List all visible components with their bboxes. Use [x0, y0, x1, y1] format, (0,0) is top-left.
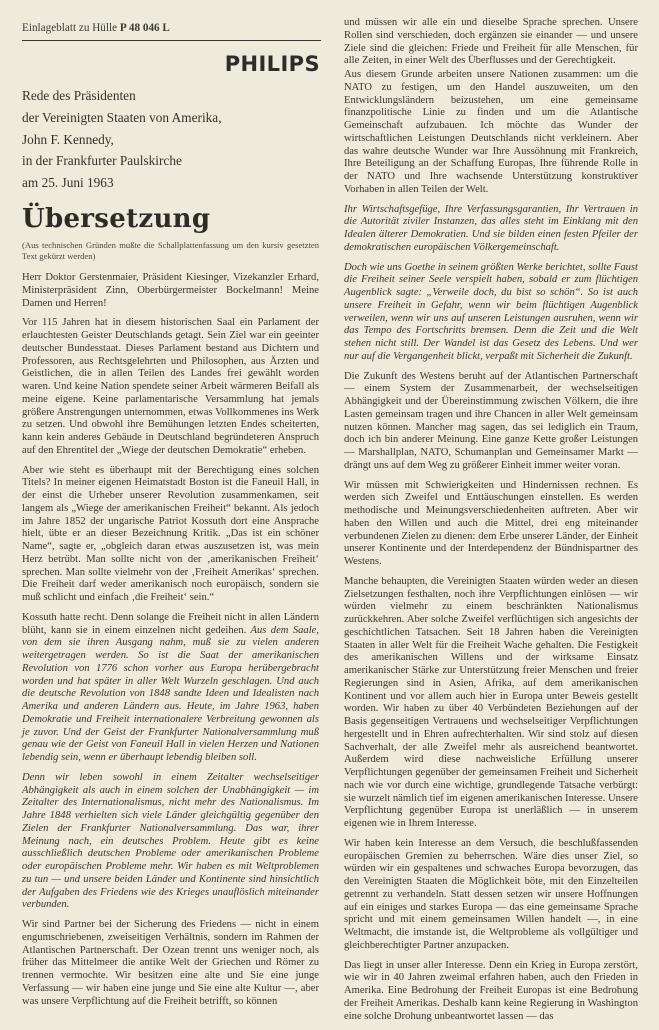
title-line: in der Frankfurter Paulskirche [22, 153, 182, 169]
italic-passage: Aus dem Saale, von dem sie ihren Ausgang nahm, muß sie zu vielen anderen weitergetragen werden. So ist die Saat der amerikanischen Revolution von 1776 schon vorher aus Europa herübergebracht worden und hat später in aller Welt Wurzeln geschlagen. Und auch die deutsche Revolution von 1848 sandte Ideen und Idealisten nach Amerika und anderen Ländern aus. Heute, im Jahre 1963, haben Demokratie und Freiheit internationalere Verbreitung gewonnen als je zuvor. Und der Geist der Frankfurter Nationalversammlung muß genau wie der Geist von Faneuil Hall in vielen Herzen und Nationen lebendig sein, wenn er überhaupt lebendig bleiben soll. [22, 624, 319, 763]
paragraph-text: Wir haben kein Interesse an dem Versuch, die beschlußfassenden europäischen Gremien zu beherrschen. Wäre dies unser Ziel, so würden wir ein gespaltenes und schwaches Europa bevorzugen, das den Vereinigten Staaten die Möglichkeit böte, mit den Einzelteilen getrennt zu verhandeln. Statt dessen setzen wir unsere Hoffnungen auf ein einiges und starkes Europa — das eine gemeinsame Sprache spricht und mit einem gemeinsamen Willen handelt —, in eine Weltmacht, die imstande ist, die Weltprobleme als vollgültiger und gleichberechtigter Partner anzupacken. [344, 837, 638, 951]
paragraph-text: und müssen wir alle ein und dieselbe Sprache sprechen. Unsere Rollen sind verschieden, doch ergänzen sie einander — und unsere Ziele sind die gleichen: Friede und Freiheit für alle Menschen, für alle Zeiten, in einer Welt des Überflusses und der Gerechtigkeit. [344, 17, 638, 67]
paragraph [22, 612, 319, 765]
paragraph [344, 960, 638, 1024]
record-sleeve-reference [22, 22, 321, 34]
paragraph [344, 371, 638, 473]
paragraph-text: Vor 115 Jahren hat in diesem historischen Saal ein Parlament der erlauchtesten Geister Deutschlands getagt. Sein Ziel war ein geeinter deutscher Bundesstaat. Dieses Parlament bestand aus Dichtern und Professoren, aus Rechtsgelehrten und Philosophen, aus Ärzten und Geistlichen, die in allen Teilen des Landes frei gewählt worden waren. Und keine Nation spendete seiner Arbeit wärmeren Beifall als meine eigene. Keine parlamentarische Versammlung hat jemals größere Anstrengungen unternommen, etwas Vollkommenes ins Werk zu setzen. Und obwohl ihre Bemühungen letzten Endes scheiterten, kann kein anderes Gebäude in Deutschland begründeteren Anspruch auf den Ehrentitel der „Wiege der deutschen Demokratie“ erheben. [22, 317, 319, 456]
paragraph [344, 17, 638, 68]
title-line: Rede des Präsidenten [22, 88, 136, 103]
speech-title-block [22, 85, 319, 194]
paragraph [344, 576, 638, 831]
paragraph-text: Denn wir leben sowohl in einem Zeitalter wechselseitiger Abhängigkeit als auch in einem solchen der Unabhängigkeit — im Zeitalter des Internationalismus, nicht mehr des Nationalismus. Im Jahre 1848 verhielten sich viele Länder gleichgültig gegenüber den Zielen der Frankfurter Nationalversammlung. Das war, ihrer Meinung nach, ein deutsches Problem. Heute gibt es keine ausschließlich deutschen Probleme oder amerikanischen Probleme oder europäischen Probleme mehr. Wir haben es mit Weltproblemen zu tun — und unsere beiden Länder und Kontinente sind hinsichtlich der Aufgaben des Friedens wie des Krieges unauflöslich miteinander verbunden. [22, 771, 319, 911]
paragraph-text: Aber wie steht es überhaupt mit der Berechtigung eines solchen Titels? In meiner eigenen Heimatstadt Boston ist die Faneuil Hall, in der einst die Urheber unserer Revolution zusammenkamen, seit langem als „Wiege der amerikanischen Freiheit“ bekannt. Als jedoch im Jahre 1852 der ungarische Patriot Kossuth dort eine Ansprache hielt, übte er an dieser Bezeichnung Kritik. „Das ist ein schöner Name“, sagte er, „obgleich daran etwas auszusetzen ist, was mein Herz betrübt. Man sollte nicht von der ‚amerikanischen Freiheit‘ sprechen. Man sollte vielmehr von der ‚Freiheit Amerikas‘ sprechen. Die Freiheit darf weder amerikanisch noch europäisch, sondern sie muß schlicht und einfach ‚die Freiheit‘ sein.“ [22, 464, 319, 603]
title-line: John F. Kennedy, [22, 131, 114, 147]
paragraph [344, 480, 638, 569]
paragraph [344, 838, 638, 953]
reference-number: P 48 046 L [119, 22, 170, 34]
paragraph [344, 262, 638, 364]
philips-logo: PHILIPS [224, 52, 320, 76]
paragraph-text: Herr Doktor Gerstenmaier, Präsident Kiesinger, Vizekanzler Erhard, Ministerpräsident Zinn, Oberbürgermeister Bockelmann! Meine Damen und Herren! [22, 272, 319, 309]
paragraph-text: Die Zukunft des Westens beruht auf der Atlantischen Partnerschaft — einem System der Zusammenarbeit, der wechselseitigen Abhängigkeit und der Übereinstimmung zwischen Völkern, die ihre Lasten gemeinsam tragen und ihre Chancen in aller Welt gemeinsam nutzen können. Mancher mag sagen, das sei lediglich ein Traum, doch ich bin anderer Meinung. Eine ganze Kette großer Leistungen — Marshallplan, NATO, Schumanplan und Gemeinsamer Markt — drängt uns auf dem Weg zu größerer Einheit immer weiter voran. [344, 370, 638, 471]
header-rule [22, 40, 321, 41]
paragraph-text: Doch wie uns Goethe in seinem größten Werke berichtet, sollte Faust die Freiheit seiner Seele verspielt haben, sobald er zum flüchtigen Augenblick sagte: „Verweile doch, du bist so schön“. So ist auch unsere Freiheit in Gefahr, wenn wir beim flüchtigen Augenblick verweilen, wenn wir uns auf unseren Leistungen ausruhen, wenn wir das Tempo des Fortschritts bremsen. Denn die Zeit und die Welt stehen nicht still. Der Wandel ist das Gesetz des Lebens. Und wer nur auf die Vergangenheit blickt, verpaßt mit Sicherheit die Zukunft. [344, 261, 638, 362]
editorial-note: (Aus technischen Gründen mußte die Schallplattenfassung um den kursiv gesetzten Text gekürzt werden) [22, 240, 319, 261]
title-line: der Vereinigten Staaten von Amerika, [22, 109, 222, 125]
paragraph-text: Wir sind Partner bei der Sicherung des Friedens — nicht in einem engumschriebenen, zweiseitigen Verhältnis, sondern im Rahmen der Atlantischen Partnerschaft. Der Ozean trennt uns weniger noch, als früher das Mittelmeer die antike Welt der Griechen und Römer zu trennen vermochte. Wir besitzen eine alte und Sie eine junge Verfassung — wir haben eine junge und Sie eine alte Kultur —, aber was unsere Verpflichtung auf die Freiheit betrifft, so können [22, 919, 319, 1007]
paragraph [344, 204, 638, 255]
paragraph [22, 465, 319, 605]
paragraph-text: Das liegt in unser aller Interesse. Denn ein Krieg in Europa zerstört, wie wir in 40 Jahren zweimal erfahren haben, auch den Frieden in Amerika. Eine Bedrohung der Freiheit Europas ist eine Bedrohung der Freiheit Amerikas. Deshalb kann keine Regierung in Washington eine solche Drohung unbeantwortet lassen — das [344, 959, 638, 1022]
title-line: am 25. Juni 1963 [22, 175, 114, 191]
paragraph [344, 69, 638, 197]
paragraph-text: Wir müssen mit Schwierigkeiten und Hindernissen rechnen. Es werden sich Zweifel und Enttäuschungen einstellen. Es werden methodische und Meinungsverschiedenheiten auftreten. Aber wir haben den Willen und auch die Mittel, drei eng miteinander verbundenen Zielen zu dienen: dem Erbe unserer Länder, der Einheit unserer Kontinente und der Interdependenz der Bündnispartner des Westens. [344, 479, 638, 567]
paragraph-text: Aus diesem Grunde arbeiten unsere Nationen zusammen: um die NATO zu festigen, um den Handel auszuweiten, um den Entwicklungsländern beizustehen, um eine gemeinsame finanzpolitische Linie zu finden und um die Atlantische Gemeinschaft aufzubauen. Ich möchte das Wunder der wirtschaftlichen Leistungen Deutschlands nicht verkleinern. Aber das wahre deutsche Wunder war Ihre Aussöhnung mit Frankreich, Ihre Beteiligung an der Schaffung Europas, Ihre führende Rolle in der NATO und Ihre wachsende Unterstützung konstruktiver Vorhaben in allen Teilen der Welt. [344, 69, 638, 195]
section-heading: Übersetzung [22, 204, 211, 234]
paragraph [22, 772, 319, 912]
paragraph-text: Manche behaupten, die Vereinigten Staaten würden weder an diesen Zielsetzungen festhalten, noch ihre Verpflichtungen einlösen — wir würden vielmehr zu einem beschränkten Nationalismus zurückkehren. Aber solche Zweifel verflüchtigen sich angesichts der geschichtlichen Tatsachen. Seit 18 Jahren haben die Vereinigten Staaten in aller Welt für die Freiheit Wache gehalten. Die Festigkeit des amerikanischen Willens und der wirksame Einsatz amerikanischer Stärke zur Unterstützung freier Menschen und freier Regierungen sind in Asien, Afrika, auf dem amerikanischen Kontinent und vor allem auch hier in Europa unter Beweis gestellt worden. Wir haben zu über 40 Verbündeten Beziehungen auf der Basis gegenseitigen Vertrauens und wechselseitiger Verpflichtungen hergestellt und in Ehren aufrechterhalten. Wir sind stolz auf diesen Sachverhalt, der alle Zweifel mehr als ausreichend beantwortet. Außerdem wird diese nachweisliche Erfüllung unserer Verpflichtungen gegenüber der gemeinsamen Freiheit und Sicherheit nach wie vor durch eine wichtige, grundlegende Tatsache verbürgt: sie wurzelt nämlich tief im eigenen amerikanischen Interesse. Unsere Verpflichtung gegenüber Europa ist unerläßlich — in unserem eigenen wie in Ihrem Interesse. [344, 575, 638, 829]
paragraph [22, 272, 319, 310]
paragraph-text: Ihr Wirtschaftsgefüge, Ihre Verfassungsgarantien, Ihr Vertrauen in die Autorität ziviler Instanzen, das alles steht im Einklang mit den Idealen älterer Demokratien. Und sie bilden einen festen Pfeiler der demokratischen europäischen Völkergemeinschaft. [344, 203, 638, 253]
left-column-text [22, 272, 319, 1015]
paragraph-text: Kossuth hatte recht. Denn solange die Freiheit nicht in allen Ländern blüht, kann sie in einem einzelnen nicht gedeihen. [22, 611, 319, 636]
paragraph [22, 317, 319, 457]
right-column-text [344, 17, 638, 1030]
reference-prefix: Einlageblatt zu Hülle [22, 22, 118, 34]
paragraph [22, 919, 319, 1008]
